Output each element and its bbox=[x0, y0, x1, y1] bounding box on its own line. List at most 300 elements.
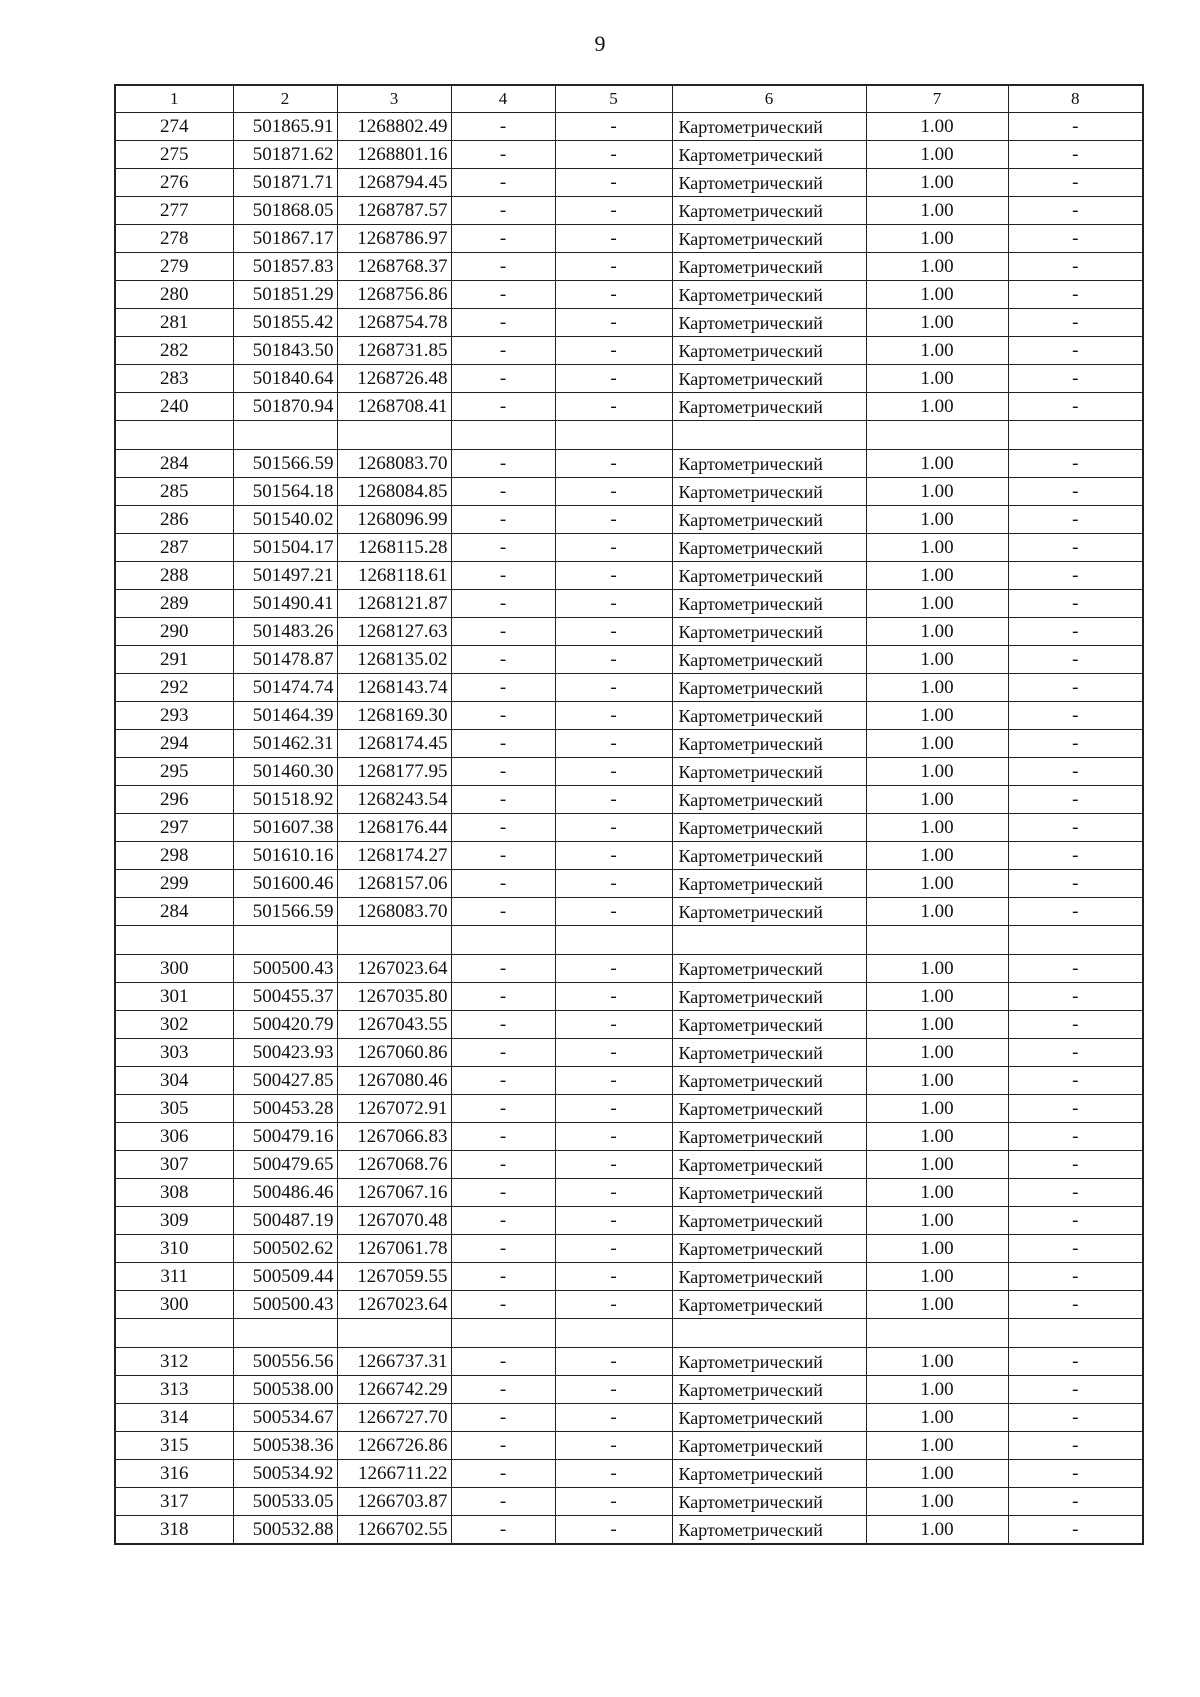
table-row bbox=[115, 113, 1143, 141]
table-row bbox=[115, 983, 1143, 1011]
empty-cell bbox=[1008, 421, 1143, 450]
col-4-value-cell: - bbox=[451, 113, 555, 141]
accuracy-cell: 1.00 bbox=[866, 758, 1008, 786]
col-5-value-cell: - bbox=[555, 1516, 672, 1545]
y-coordinate-cell: 1268084.85 bbox=[337, 478, 451, 506]
x-coordinate-cell: 501462.31 bbox=[233, 730, 337, 758]
col-8-value-cell: - bbox=[1008, 758, 1143, 786]
empty-cell bbox=[233, 421, 337, 450]
col-8-value-cell: - bbox=[1008, 169, 1143, 197]
point-number-cell: 276 bbox=[115, 169, 233, 197]
col-5-value-cell: - bbox=[555, 983, 672, 1011]
accuracy-cell: 1.00 bbox=[866, 702, 1008, 730]
method-cell: Картометрический bbox=[672, 1039, 866, 1067]
col-5-value-cell: - bbox=[555, 1039, 672, 1067]
y-coordinate-cell: 1267080.46 bbox=[337, 1067, 451, 1095]
x-coordinate-cell: 500423.93 bbox=[233, 1039, 337, 1067]
point-number-cell: 304 bbox=[115, 1067, 233, 1095]
y-coordinate-cell: 1268708.41 bbox=[337, 393, 451, 421]
point-number-cell: 310 bbox=[115, 1235, 233, 1263]
col-4-value-cell: - bbox=[451, 1011, 555, 1039]
col-8-value-cell: - bbox=[1008, 814, 1143, 842]
col-8-value-cell: - bbox=[1008, 590, 1143, 618]
point-number-cell: 301 bbox=[115, 983, 233, 1011]
col-5-value-cell: - bbox=[555, 309, 672, 337]
x-coordinate-cell: 500502.62 bbox=[233, 1235, 337, 1263]
table-row bbox=[115, 1516, 1143, 1545]
col-8-value-cell: - bbox=[1008, 141, 1143, 169]
accuracy-cell: 1.00 bbox=[866, 674, 1008, 702]
point-number-cell: 281 bbox=[115, 309, 233, 337]
accuracy-cell: 1.00 bbox=[866, 1011, 1008, 1039]
y-coordinate-cell: 1266702.55 bbox=[337, 1516, 451, 1545]
col-5-value-cell: - bbox=[555, 842, 672, 870]
method-cell: Картометрический bbox=[672, 702, 866, 730]
col-4-value-cell: - bbox=[451, 1460, 555, 1488]
x-coordinate-cell: 500486.46 bbox=[233, 1179, 337, 1207]
x-coordinate-cell: 501871.71 bbox=[233, 169, 337, 197]
table-row bbox=[115, 898, 1143, 926]
x-coordinate-cell: 501610.16 bbox=[233, 842, 337, 870]
table-row bbox=[115, 1460, 1143, 1488]
col-4-value-cell: - bbox=[451, 253, 555, 281]
table-row bbox=[115, 225, 1143, 253]
empty-cell bbox=[115, 421, 233, 450]
accuracy-cell: 1.00 bbox=[866, 393, 1008, 421]
y-coordinate-cell: 1268174.45 bbox=[337, 730, 451, 758]
y-coordinate-cell: 1268083.70 bbox=[337, 450, 451, 478]
col-5-value-cell: - bbox=[555, 225, 672, 253]
table-row bbox=[115, 141, 1143, 169]
col-8-value-cell: - bbox=[1008, 1516, 1143, 1545]
y-coordinate-cell: 1268121.87 bbox=[337, 590, 451, 618]
col-8-value-cell: - bbox=[1008, 1263, 1143, 1291]
accuracy-cell: 1.00 bbox=[866, 1516, 1008, 1545]
point-number-cell: 295 bbox=[115, 758, 233, 786]
table-row bbox=[115, 506, 1143, 534]
accuracy-cell: 1.00 bbox=[866, 1179, 1008, 1207]
x-coordinate-cell: 501540.02 bbox=[233, 506, 337, 534]
x-coordinate-cell: 501490.41 bbox=[233, 590, 337, 618]
table-row bbox=[115, 814, 1143, 842]
x-coordinate-cell: 501504.17 bbox=[233, 534, 337, 562]
x-coordinate-cell: 500533.05 bbox=[233, 1488, 337, 1516]
table-row bbox=[115, 1179, 1143, 1207]
empty-cell bbox=[337, 421, 451, 450]
col-5-value-cell: - bbox=[555, 814, 672, 842]
point-number-cell: 297 bbox=[115, 814, 233, 842]
header-col-3: 3 bbox=[337, 85, 451, 113]
header-col-2: 2 bbox=[233, 85, 337, 113]
method-cell: Картометрический bbox=[672, 1488, 866, 1516]
x-coordinate-cell: 500532.88 bbox=[233, 1516, 337, 1545]
x-coordinate-cell: 501868.05 bbox=[233, 197, 337, 225]
col-4-value-cell: - bbox=[451, 674, 555, 702]
y-coordinate-cell: 1268731.85 bbox=[337, 337, 451, 365]
empty-cell bbox=[233, 1319, 337, 1348]
x-coordinate-cell: 501518.92 bbox=[233, 786, 337, 814]
col-4-value-cell: - bbox=[451, 1235, 555, 1263]
method-cell: Картометрический bbox=[672, 1460, 866, 1488]
col-5-value-cell: - bbox=[555, 562, 672, 590]
point-number-cell: 294 bbox=[115, 730, 233, 758]
point-number-cell: 318 bbox=[115, 1516, 233, 1545]
x-coordinate-cell: 501851.29 bbox=[233, 281, 337, 309]
point-number-cell: 282 bbox=[115, 337, 233, 365]
table-row bbox=[115, 1488, 1143, 1516]
point-number-cell: 292 bbox=[115, 674, 233, 702]
empty-cell bbox=[866, 421, 1008, 450]
table-row bbox=[115, 1207, 1143, 1235]
accuracy-cell: 1.00 bbox=[866, 281, 1008, 309]
point-number-cell: 309 bbox=[115, 1207, 233, 1235]
accuracy-cell: 1.00 bbox=[866, 1488, 1008, 1516]
point-number-cell: 312 bbox=[115, 1348, 233, 1376]
y-coordinate-cell: 1267035.80 bbox=[337, 983, 451, 1011]
point-number-cell: 284 bbox=[115, 898, 233, 926]
y-coordinate-cell: 1266711.22 bbox=[337, 1460, 451, 1488]
y-coordinate-cell: 1268157.06 bbox=[337, 870, 451, 898]
accuracy-cell: 1.00 bbox=[866, 983, 1008, 1011]
table-row bbox=[115, 702, 1143, 730]
col-8-value-cell: - bbox=[1008, 618, 1143, 646]
accuracy-cell: 1.00 bbox=[866, 1123, 1008, 1151]
coordinates-table bbox=[114, 84, 1144, 1545]
col-8-value-cell: - bbox=[1008, 1348, 1143, 1376]
point-number-cell: 285 bbox=[115, 478, 233, 506]
col-5-value-cell: - bbox=[555, 1011, 672, 1039]
table-row bbox=[115, 478, 1143, 506]
x-coordinate-cell: 501460.30 bbox=[233, 758, 337, 786]
col-4-value-cell: - bbox=[451, 1207, 555, 1235]
accuracy-cell: 1.00 bbox=[866, 169, 1008, 197]
x-coordinate-cell: 501855.42 bbox=[233, 309, 337, 337]
col-8-value-cell: - bbox=[1008, 450, 1143, 478]
col-4-value-cell: - bbox=[451, 842, 555, 870]
method-cell: Картометрический bbox=[672, 141, 866, 169]
accuracy-cell: 1.00 bbox=[866, 1432, 1008, 1460]
method-cell: Картометрический bbox=[672, 730, 866, 758]
col-4-value-cell: - bbox=[451, 730, 555, 758]
empty-cell bbox=[555, 421, 672, 450]
col-8-value-cell: - bbox=[1008, 1488, 1143, 1516]
table-row bbox=[115, 1291, 1143, 1319]
col-8-value-cell: - bbox=[1008, 281, 1143, 309]
page-number: 9 bbox=[594, 31, 606, 56]
x-coordinate-cell: 501840.64 bbox=[233, 365, 337, 393]
point-number-cell: 303 bbox=[115, 1039, 233, 1067]
table-row bbox=[115, 365, 1143, 393]
col-5-value-cell: - bbox=[555, 197, 672, 225]
y-coordinate-cell: 1267059.55 bbox=[337, 1263, 451, 1291]
col-5-value-cell: - bbox=[555, 898, 672, 926]
col-4-value-cell: - bbox=[451, 309, 555, 337]
accuracy-cell: 1.00 bbox=[866, 1039, 1008, 1067]
point-number-cell: 314 bbox=[115, 1404, 233, 1432]
method-cell: Картометрический bbox=[672, 506, 866, 534]
table-body bbox=[115, 113, 1143, 1545]
method-cell: Картометрический bbox=[672, 1291, 866, 1319]
x-coordinate-cell: 501483.26 bbox=[233, 618, 337, 646]
x-coordinate-cell: 500500.43 bbox=[233, 955, 337, 983]
col-8-value-cell: - bbox=[1008, 1291, 1143, 1319]
accuracy-cell: 1.00 bbox=[866, 337, 1008, 365]
col-8-value-cell: - bbox=[1008, 478, 1143, 506]
col-5-value-cell: - bbox=[555, 1067, 672, 1095]
point-number-cell: 307 bbox=[115, 1151, 233, 1179]
col-4-value-cell: - bbox=[451, 506, 555, 534]
col-4-value-cell: - bbox=[451, 1179, 555, 1207]
col-5-value-cell: - bbox=[555, 1432, 672, 1460]
table-row bbox=[115, 870, 1143, 898]
x-coordinate-cell: 500538.00 bbox=[233, 1376, 337, 1404]
col-5-value-cell: - bbox=[555, 590, 672, 618]
empty-cell bbox=[337, 1319, 451, 1348]
col-5-value-cell: - bbox=[555, 365, 672, 393]
method-cell: Картометрический bbox=[672, 281, 866, 309]
accuracy-cell: 1.00 bbox=[866, 1067, 1008, 1095]
method-cell: Картометрический bbox=[672, 814, 866, 842]
method-cell: Картометрический bbox=[672, 197, 866, 225]
col-8-value-cell: - bbox=[1008, 842, 1143, 870]
col-5-value-cell: - bbox=[555, 1235, 672, 1263]
empty-cell bbox=[115, 1319, 233, 1348]
col-8-value-cell: - bbox=[1008, 337, 1143, 365]
y-coordinate-cell: 1268174.27 bbox=[337, 842, 451, 870]
col-5-value-cell: - bbox=[555, 169, 672, 197]
y-coordinate-cell: 1268243.54 bbox=[337, 786, 451, 814]
col-4-value-cell: - bbox=[451, 1376, 555, 1404]
empty-cell bbox=[866, 1319, 1008, 1348]
method-cell: Картометрический bbox=[672, 1151, 866, 1179]
x-coordinate-cell: 500479.65 bbox=[233, 1151, 337, 1179]
y-coordinate-cell: 1268754.78 bbox=[337, 309, 451, 337]
col-4-value-cell: - bbox=[451, 393, 555, 421]
table-row bbox=[115, 281, 1143, 309]
col-8-value-cell: - bbox=[1008, 197, 1143, 225]
accuracy-cell: 1.00 bbox=[866, 1235, 1008, 1263]
empty-cell bbox=[555, 1319, 672, 1348]
method-cell: Картометрический bbox=[672, 646, 866, 674]
method-cell: Картометрический bbox=[672, 618, 866, 646]
separator-row bbox=[115, 926, 1143, 955]
col-5-value-cell: - bbox=[555, 786, 672, 814]
point-number-cell: 300 bbox=[115, 1291, 233, 1319]
y-coordinate-cell: 1268143.74 bbox=[337, 674, 451, 702]
col-4-value-cell: - bbox=[451, 1263, 555, 1291]
table-row bbox=[115, 842, 1143, 870]
empty-cell bbox=[337, 926, 451, 955]
col-8-value-cell: - bbox=[1008, 1207, 1143, 1235]
method-cell: Картометрический bbox=[672, 309, 866, 337]
col-4-value-cell: - bbox=[451, 786, 555, 814]
table-row bbox=[115, 1348, 1143, 1376]
empty-cell bbox=[555, 926, 672, 955]
col-5-value-cell: - bbox=[555, 870, 672, 898]
col-5-value-cell: - bbox=[555, 1348, 672, 1376]
table-row bbox=[115, 309, 1143, 337]
point-number-cell: 275 bbox=[115, 141, 233, 169]
point-number-cell: 284 bbox=[115, 450, 233, 478]
x-coordinate-cell: 501497.21 bbox=[233, 562, 337, 590]
empty-cell bbox=[451, 421, 555, 450]
y-coordinate-cell: 1268794.45 bbox=[337, 169, 451, 197]
accuracy-cell: 1.00 bbox=[866, 478, 1008, 506]
accuracy-cell: 1.00 bbox=[866, 1404, 1008, 1432]
col-8-value-cell: - bbox=[1008, 113, 1143, 141]
separator-row bbox=[115, 421, 1143, 450]
x-coordinate-cell: 500420.79 bbox=[233, 1011, 337, 1039]
x-coordinate-cell: 501478.87 bbox=[233, 646, 337, 674]
y-coordinate-cell: 1268135.02 bbox=[337, 646, 451, 674]
point-number-cell: 311 bbox=[115, 1263, 233, 1291]
col-5-value-cell: - bbox=[555, 141, 672, 169]
col-8-value-cell: - bbox=[1008, 253, 1143, 281]
col-8-value-cell: - bbox=[1008, 702, 1143, 730]
col-5-value-cell: - bbox=[555, 758, 672, 786]
col-5-value-cell: - bbox=[555, 281, 672, 309]
accuracy-cell: 1.00 bbox=[866, 786, 1008, 814]
col-5-value-cell: - bbox=[555, 702, 672, 730]
col-4-value-cell: - bbox=[451, 337, 555, 365]
accuracy-cell: 1.00 bbox=[866, 197, 1008, 225]
col-4-value-cell: - bbox=[451, 955, 555, 983]
col-4-value-cell: - bbox=[451, 365, 555, 393]
col-8-value-cell: - bbox=[1008, 1123, 1143, 1151]
point-number-cell: 274 bbox=[115, 113, 233, 141]
col-4-value-cell: - bbox=[451, 1039, 555, 1067]
accuracy-cell: 1.00 bbox=[866, 365, 1008, 393]
col-4-value-cell: - bbox=[451, 1151, 555, 1179]
x-coordinate-cell: 501870.94 bbox=[233, 393, 337, 421]
accuracy-cell: 1.00 bbox=[866, 730, 1008, 758]
point-number-cell: 279 bbox=[115, 253, 233, 281]
y-coordinate-cell: 1267060.86 bbox=[337, 1039, 451, 1067]
y-coordinate-cell: 1268096.99 bbox=[337, 506, 451, 534]
col-8-value-cell: - bbox=[1008, 646, 1143, 674]
y-coordinate-cell: 1268176.44 bbox=[337, 814, 451, 842]
point-number-cell: 287 bbox=[115, 534, 233, 562]
x-coordinate-cell: 500479.16 bbox=[233, 1123, 337, 1151]
col-8-value-cell: - bbox=[1008, 983, 1143, 1011]
x-coordinate-cell: 501843.50 bbox=[233, 337, 337, 365]
method-cell: Картометрический bbox=[672, 842, 866, 870]
col-4-value-cell: - bbox=[451, 281, 555, 309]
table-row bbox=[115, 253, 1143, 281]
x-coordinate-cell: 501607.38 bbox=[233, 814, 337, 842]
header-row bbox=[115, 85, 1143, 113]
table-row bbox=[115, 1039, 1143, 1067]
col-5-value-cell: - bbox=[555, 1291, 672, 1319]
x-coordinate-cell: 501865.91 bbox=[233, 113, 337, 141]
col-4-value-cell: - bbox=[451, 1488, 555, 1516]
method-cell: Картометрический bbox=[672, 898, 866, 926]
col-5-value-cell: - bbox=[555, 113, 672, 141]
method-cell: Картометрический bbox=[672, 253, 866, 281]
col-5-value-cell: - bbox=[555, 534, 672, 562]
method-cell: Картометрический bbox=[672, 169, 866, 197]
x-coordinate-cell: 501600.46 bbox=[233, 870, 337, 898]
point-number-cell: 296 bbox=[115, 786, 233, 814]
point-number-cell: 278 bbox=[115, 225, 233, 253]
table-row bbox=[115, 674, 1143, 702]
table-row bbox=[115, 1404, 1143, 1432]
x-coordinate-cell: 500556.56 bbox=[233, 1348, 337, 1376]
table-row bbox=[115, 1151, 1143, 1179]
table-row bbox=[115, 618, 1143, 646]
point-number-cell: 293 bbox=[115, 702, 233, 730]
col-4-value-cell: - bbox=[451, 197, 555, 225]
point-number-cell: 302 bbox=[115, 1011, 233, 1039]
empty-cell bbox=[672, 1319, 866, 1348]
empty-cell bbox=[115, 926, 233, 955]
method-cell: Картометрический bbox=[672, 337, 866, 365]
y-coordinate-cell: 1267043.55 bbox=[337, 1011, 451, 1039]
header-col-8: 8 bbox=[1008, 85, 1143, 113]
accuracy-cell: 1.00 bbox=[866, 309, 1008, 337]
y-coordinate-cell: 1268801.16 bbox=[337, 141, 451, 169]
method-cell: Картометрический bbox=[672, 365, 866, 393]
col-5-value-cell: - bbox=[555, 253, 672, 281]
accuracy-cell: 1.00 bbox=[866, 1460, 1008, 1488]
y-coordinate-cell: 1268802.49 bbox=[337, 113, 451, 141]
table-header bbox=[115, 85, 1143, 113]
y-coordinate-cell: 1268756.86 bbox=[337, 281, 451, 309]
col-4-value-cell: - bbox=[451, 898, 555, 926]
col-8-value-cell: - bbox=[1008, 506, 1143, 534]
x-coordinate-cell: 500427.85 bbox=[233, 1067, 337, 1095]
accuracy-cell: 1.00 bbox=[866, 113, 1008, 141]
accuracy-cell: 1.00 bbox=[866, 562, 1008, 590]
y-coordinate-cell: 1266726.86 bbox=[337, 1432, 451, 1460]
method-cell: Картометрический bbox=[672, 1263, 866, 1291]
point-number-cell: 288 bbox=[115, 562, 233, 590]
method-cell: Картометрический bbox=[672, 1348, 866, 1376]
method-cell: Картометрический bbox=[672, 870, 866, 898]
point-number-cell: 290 bbox=[115, 618, 233, 646]
accuracy-cell: 1.00 bbox=[866, 1095, 1008, 1123]
col-8-value-cell: - bbox=[1008, 1039, 1143, 1067]
header-col-4: 4 bbox=[451, 85, 555, 113]
method-cell: Картометрический bbox=[672, 955, 866, 983]
y-coordinate-cell: 1268786.97 bbox=[337, 225, 451, 253]
col-5-value-cell: - bbox=[555, 337, 672, 365]
col-8-value-cell: - bbox=[1008, 898, 1143, 926]
x-coordinate-cell: 500509.44 bbox=[233, 1263, 337, 1291]
col-8-value-cell: - bbox=[1008, 225, 1143, 253]
accuracy-cell: 1.00 bbox=[866, 842, 1008, 870]
col-8-value-cell: - bbox=[1008, 1151, 1143, 1179]
col-8-value-cell: - bbox=[1008, 534, 1143, 562]
table-row bbox=[115, 730, 1143, 758]
col-8-value-cell: - bbox=[1008, 786, 1143, 814]
accuracy-cell: 1.00 bbox=[866, 450, 1008, 478]
x-coordinate-cell: 501867.17 bbox=[233, 225, 337, 253]
col-5-value-cell: - bbox=[555, 1263, 672, 1291]
col-4-value-cell: - bbox=[451, 1348, 555, 1376]
accuracy-cell: 1.00 bbox=[866, 141, 1008, 169]
table-row bbox=[115, 169, 1143, 197]
col-8-value-cell: - bbox=[1008, 365, 1143, 393]
x-coordinate-cell: 500534.92 bbox=[233, 1460, 337, 1488]
x-coordinate-cell: 501871.62 bbox=[233, 141, 337, 169]
col-4-value-cell: - bbox=[451, 702, 555, 730]
empty-cell bbox=[672, 926, 866, 955]
method-cell: Картометрический bbox=[672, 590, 866, 618]
accuracy-cell: 1.00 bbox=[866, 225, 1008, 253]
accuracy-cell: 1.00 bbox=[866, 1263, 1008, 1291]
y-coordinate-cell: 1267066.83 bbox=[337, 1123, 451, 1151]
